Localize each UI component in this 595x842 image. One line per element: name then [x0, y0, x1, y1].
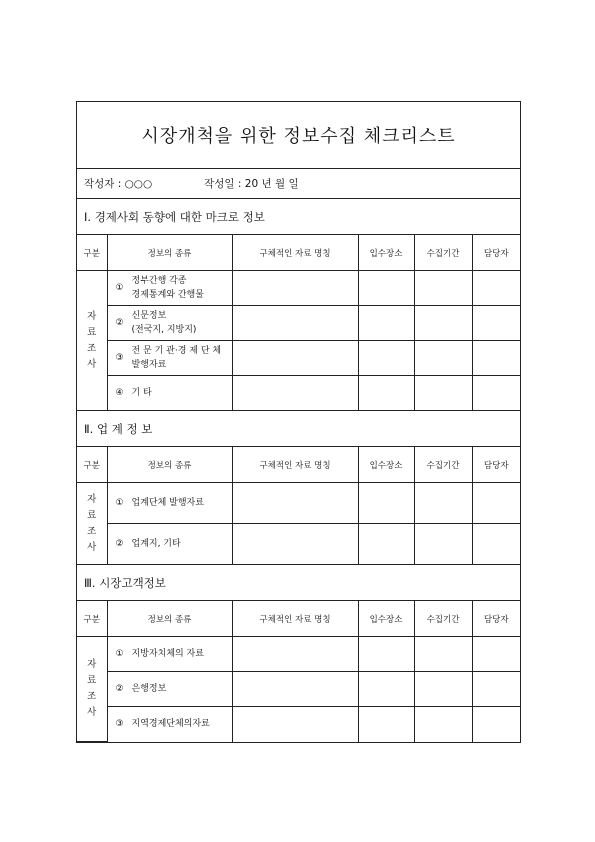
col-header-info-type: 정보의 종류	[107, 235, 232, 271]
col-header-period: 수집기간	[414, 601, 472, 637]
material-name-cell[interactable]	[232, 483, 358, 524]
source-cell[interactable]	[358, 672, 414, 707]
info-type-cell: ③ 전 문 기 관·경 제 단 체 발행자료	[107, 341, 232, 376]
col-header-material-name: 구체적인 자료 명칭	[232, 235, 358, 271]
table-row	[77, 637, 520, 672]
info-type-cell: ② 신문정보 (전국지, 지방지)	[107, 306, 232, 341]
table-header-row	[77, 235, 520, 271]
source-cell[interactable]	[358, 524, 414, 565]
table-row	[77, 271, 520, 306]
info-type-cell: ① 업계단체 발행자료	[107, 483, 232, 524]
col-header-source: 입수장소	[358, 447, 414, 483]
author-field: 작성자 : ○○○	[84, 178, 153, 190]
info-type-cell: ③ 지역경제단체의자료	[107, 707, 232, 742]
col-header-owner: 담당자	[472, 601, 520, 637]
col-header-owner: 담당자	[472, 447, 520, 483]
info-type-cell: ④ 기 타	[107, 376, 232, 411]
period-cell[interactable]	[414, 341, 472, 376]
period-cell[interactable]	[414, 672, 472, 707]
col-header-material-name: 구체적인 자료 명칭	[232, 447, 358, 483]
info-type-cell: ② 업계지, 기타	[107, 524, 232, 565]
col-header-category: 구분	[77, 235, 107, 271]
col-header-info-type: 정보의 종류	[107, 601, 232, 637]
category-cell: 자 료 조 사	[77, 637, 107, 742]
owner-cell[interactable]	[472, 376, 520, 411]
col-header-material-name: 구체적인 자료 명칭	[232, 601, 358, 637]
period-cell[interactable]	[414, 637, 472, 672]
info-type-cell: ② 은행정보	[107, 672, 232, 707]
owner-cell[interactable]	[472, 672, 520, 707]
period-cell[interactable]	[414, 306, 472, 341]
col-header-period: 수집기간	[414, 447, 472, 483]
owner-cell[interactable]	[472, 524, 520, 565]
table-header-row	[77, 447, 520, 483]
table-header-row	[77, 601, 520, 637]
section-table-2	[77, 447, 520, 565]
section-table-1	[77, 235, 520, 411]
source-cell[interactable]	[358, 306, 414, 341]
period-cell[interactable]	[414, 483, 472, 524]
col-header-category: 구분	[77, 447, 107, 483]
category-cell: 자 료 조 사	[77, 483, 107, 565]
source-cell[interactable]	[358, 341, 414, 376]
col-header-owner: 담당자	[472, 235, 520, 271]
period-cell[interactable]	[414, 271, 472, 306]
source-cell[interactable]	[358, 707, 414, 742]
info-type-cell: ① 정부간행 각종 경제통계와 간행물	[107, 271, 232, 306]
source-cell[interactable]	[358, 637, 414, 672]
document-title: 시장개척을 위한 정보수집 체크리스트	[77, 102, 520, 169]
owner-cell[interactable]	[472, 341, 520, 376]
col-header-period: 수집기간	[414, 235, 472, 271]
category-cell: 자 료 조 사	[77, 271, 107, 411]
material-name-cell[interactable]	[232, 341, 358, 376]
period-cell[interactable]	[414, 707, 472, 742]
period-cell[interactable]	[414, 524, 472, 565]
meta-row	[77, 169, 520, 199]
source-cell[interactable]	[358, 376, 414, 411]
table-row	[77, 306, 520, 341]
section-heading-1: Ⅰ. 경제사회 동향에 대한 마크로 정보	[77, 199, 520, 235]
period-cell[interactable]	[414, 376, 472, 411]
table-row	[77, 483, 520, 524]
section-heading-2: Ⅱ. 업 계 정 보	[77, 410, 520, 447]
source-cell[interactable]	[358, 271, 414, 306]
owner-cell[interactable]	[472, 271, 520, 306]
col-header-source: 입수장소	[358, 235, 414, 271]
owner-cell[interactable]	[472, 306, 520, 341]
table-row	[77, 341, 520, 376]
col-header-category: 구분	[77, 601, 107, 637]
section-heading-3: Ⅲ. 시장고객정보	[77, 564, 520, 601]
material-name-cell[interactable]	[232, 524, 358, 565]
owner-cell[interactable]	[472, 483, 520, 524]
owner-cell[interactable]	[472, 707, 520, 742]
section-table-3	[77, 601, 520, 742]
table-row	[77, 524, 520, 565]
material-name-cell[interactable]	[232, 306, 358, 341]
table-row	[77, 672, 520, 707]
material-name-cell[interactable]	[232, 271, 358, 306]
date-field: 작성일 : 20 년 월 일	[204, 178, 299, 190]
info-type-cell: ① 지방자치체의 자료	[107, 637, 232, 672]
col-header-info-type: 정보의 종류	[107, 447, 232, 483]
table-row	[77, 707, 520, 742]
source-cell[interactable]	[358, 483, 414, 524]
owner-cell[interactable]	[472, 637, 520, 672]
checklist-sheet	[76, 101, 521, 743]
material-name-cell[interactable]	[232, 637, 358, 672]
col-header-source: 입수장소	[358, 601, 414, 637]
material-name-cell[interactable]	[232, 707, 358, 742]
material-name-cell[interactable]	[232, 672, 358, 707]
material-name-cell[interactable]	[232, 376, 358, 411]
table-row	[77, 376, 520, 411]
